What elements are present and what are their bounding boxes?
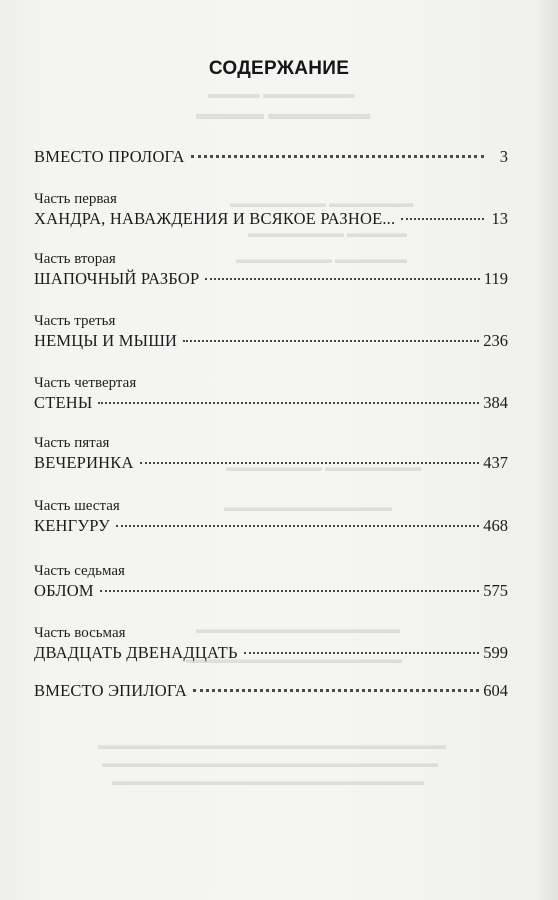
toc-title: СТЕНЫ	[34, 393, 93, 412]
dot-leader	[401, 218, 484, 220]
toc-part-label: Часть седьмая	[34, 563, 125, 579]
toc-entry	[34, 190, 508, 230]
dot-leader	[100, 590, 479, 592]
toc-page-number: 468	[483, 516, 508, 535]
dot-leader	[191, 155, 484, 158]
show-through-text: ▬▬▬▬▬▬▬▬ ▬▬▬▬▬▬	[236, 252, 407, 266]
dot-leader	[193, 689, 479, 692]
toc-page-number: 437	[483, 453, 508, 472]
toc-entry	[34, 250, 508, 290]
show-through-text: ▬▬▬▬▬▬▬▬▬▬▬▬▬▬▬▬▬▬▬▬▬▬▬▬▬▬	[112, 774, 424, 788]
toc-part-label: Часть шестая	[34, 498, 120, 514]
toc-page-number: 119	[483, 269, 508, 288]
toc-entry	[34, 680, 508, 702]
toc-entry	[34, 497, 508, 537]
dot-leader	[140, 462, 480, 464]
dot-leader	[183, 340, 479, 342]
show-through-text: ▬▬▬▬▬▬▬▬▬▬▬▬▬▬	[224, 500, 392, 514]
toc-entry	[34, 434, 508, 474]
show-through-text: ▬▬▬▬ ▬▬▬▬▬▬	[196, 104, 371, 123]
dot-leader	[205, 278, 480, 280]
toc-page-number: 3	[499, 147, 508, 166]
toc-line	[34, 452, 508, 474]
page-title: СОДЕРЖАНИЕ	[208, 58, 350, 79]
toc-title: КЕНГУРУ	[34, 516, 111, 535]
show-through-text: ▬▬▬▬▬▬▬▬▬▬▬▬▬▬▬▬▬	[196, 622, 400, 636]
toc-page-number: 13	[491, 209, 508, 228]
toc-line	[34, 642, 508, 664]
toc-title: НЕМЦЫ И МЫШИ	[34, 331, 178, 350]
toc-title: ВЕЧЕРИНКА	[34, 453, 134, 472]
toc-line	[34, 680, 508, 702]
toc-page-number: 604	[483, 681, 508, 700]
toc-line	[34, 330, 508, 352]
toc-line	[34, 580, 508, 602]
dot-leader	[98, 402, 479, 404]
show-through-text: ▬▬▬▬▬▬▬▬▬▬▬▬▬▬▬▬▬▬▬▬▬▬▬▬▬▬▬▬	[102, 756, 438, 770]
toc-title: ХАНДРА, НАВАЖДЕНИЯ И ВСЯКОЕ РАЗНОЕ...	[34, 209, 396, 228]
toc-part-label: Часть четвертая	[34, 375, 137, 391]
show-through-text: ▬▬▬▬▬▬▬▬▬▬▬▬▬▬▬▬▬▬	[186, 652, 402, 666]
dot-leader	[116, 525, 479, 527]
toc-title: ВМЕСТО ЭПИЛОГА	[34, 681, 187, 700]
toc-part-label: Часть вторая	[34, 251, 116, 267]
toc-line	[34, 392, 508, 414]
toc-page-number: 384	[483, 393, 508, 412]
toc-entry	[34, 374, 508, 414]
toc-entry	[34, 146, 508, 168]
toc-line	[34, 146, 508, 168]
show-through-text: ▬▬▬▬▬▬▬▬ ▬▬▬▬▬▬▬	[230, 196, 413, 210]
toc-entry	[34, 562, 508, 602]
toc-page-number: 599	[483, 643, 508, 662]
show-through-text: ▬▬▬▬▬▬▬▬ ▬▬▬▬▬▬▬▬	[226, 460, 421, 474]
toc-entry	[34, 312, 508, 352]
toc-page-number: 575	[483, 581, 508, 600]
dot-leader	[244, 652, 480, 654]
toc-title: ШАПОЧНЫЙ РАЗБОР	[34, 269, 200, 288]
show-through-text: ▬▬▬▬▬▬▬▬ ▬▬▬▬▬	[248, 226, 407, 240]
show-through-text: ▬▬▬▬ ▬▬▬▬▬▬▬	[208, 86, 355, 101]
toc-line	[34, 208, 508, 230]
toc-line	[34, 515, 508, 537]
toc-line	[34, 268, 508, 290]
toc-title: ДВАДЦАТЬ ДВЕНАДЦАТЬ	[34, 643, 238, 662]
toc-title: ВМЕСТО ПРОЛОГА	[34, 147, 185, 166]
toc-part-label: Часть восьмая	[34, 625, 126, 641]
toc-title: ОБЛОМ	[34, 581, 94, 600]
show-through-text: ▬▬▬▬▬▬▬▬▬▬▬▬▬▬▬▬▬▬▬▬▬▬▬▬▬▬▬▬▬	[98, 738, 446, 752]
toc-page-number: 236	[483, 331, 508, 350]
toc-part-label: Часть третья	[34, 313, 116, 329]
toc-entry	[34, 624, 508, 664]
toc-part-label: Часть первая	[34, 191, 117, 207]
toc-part-label: Часть пятая	[34, 435, 110, 451]
